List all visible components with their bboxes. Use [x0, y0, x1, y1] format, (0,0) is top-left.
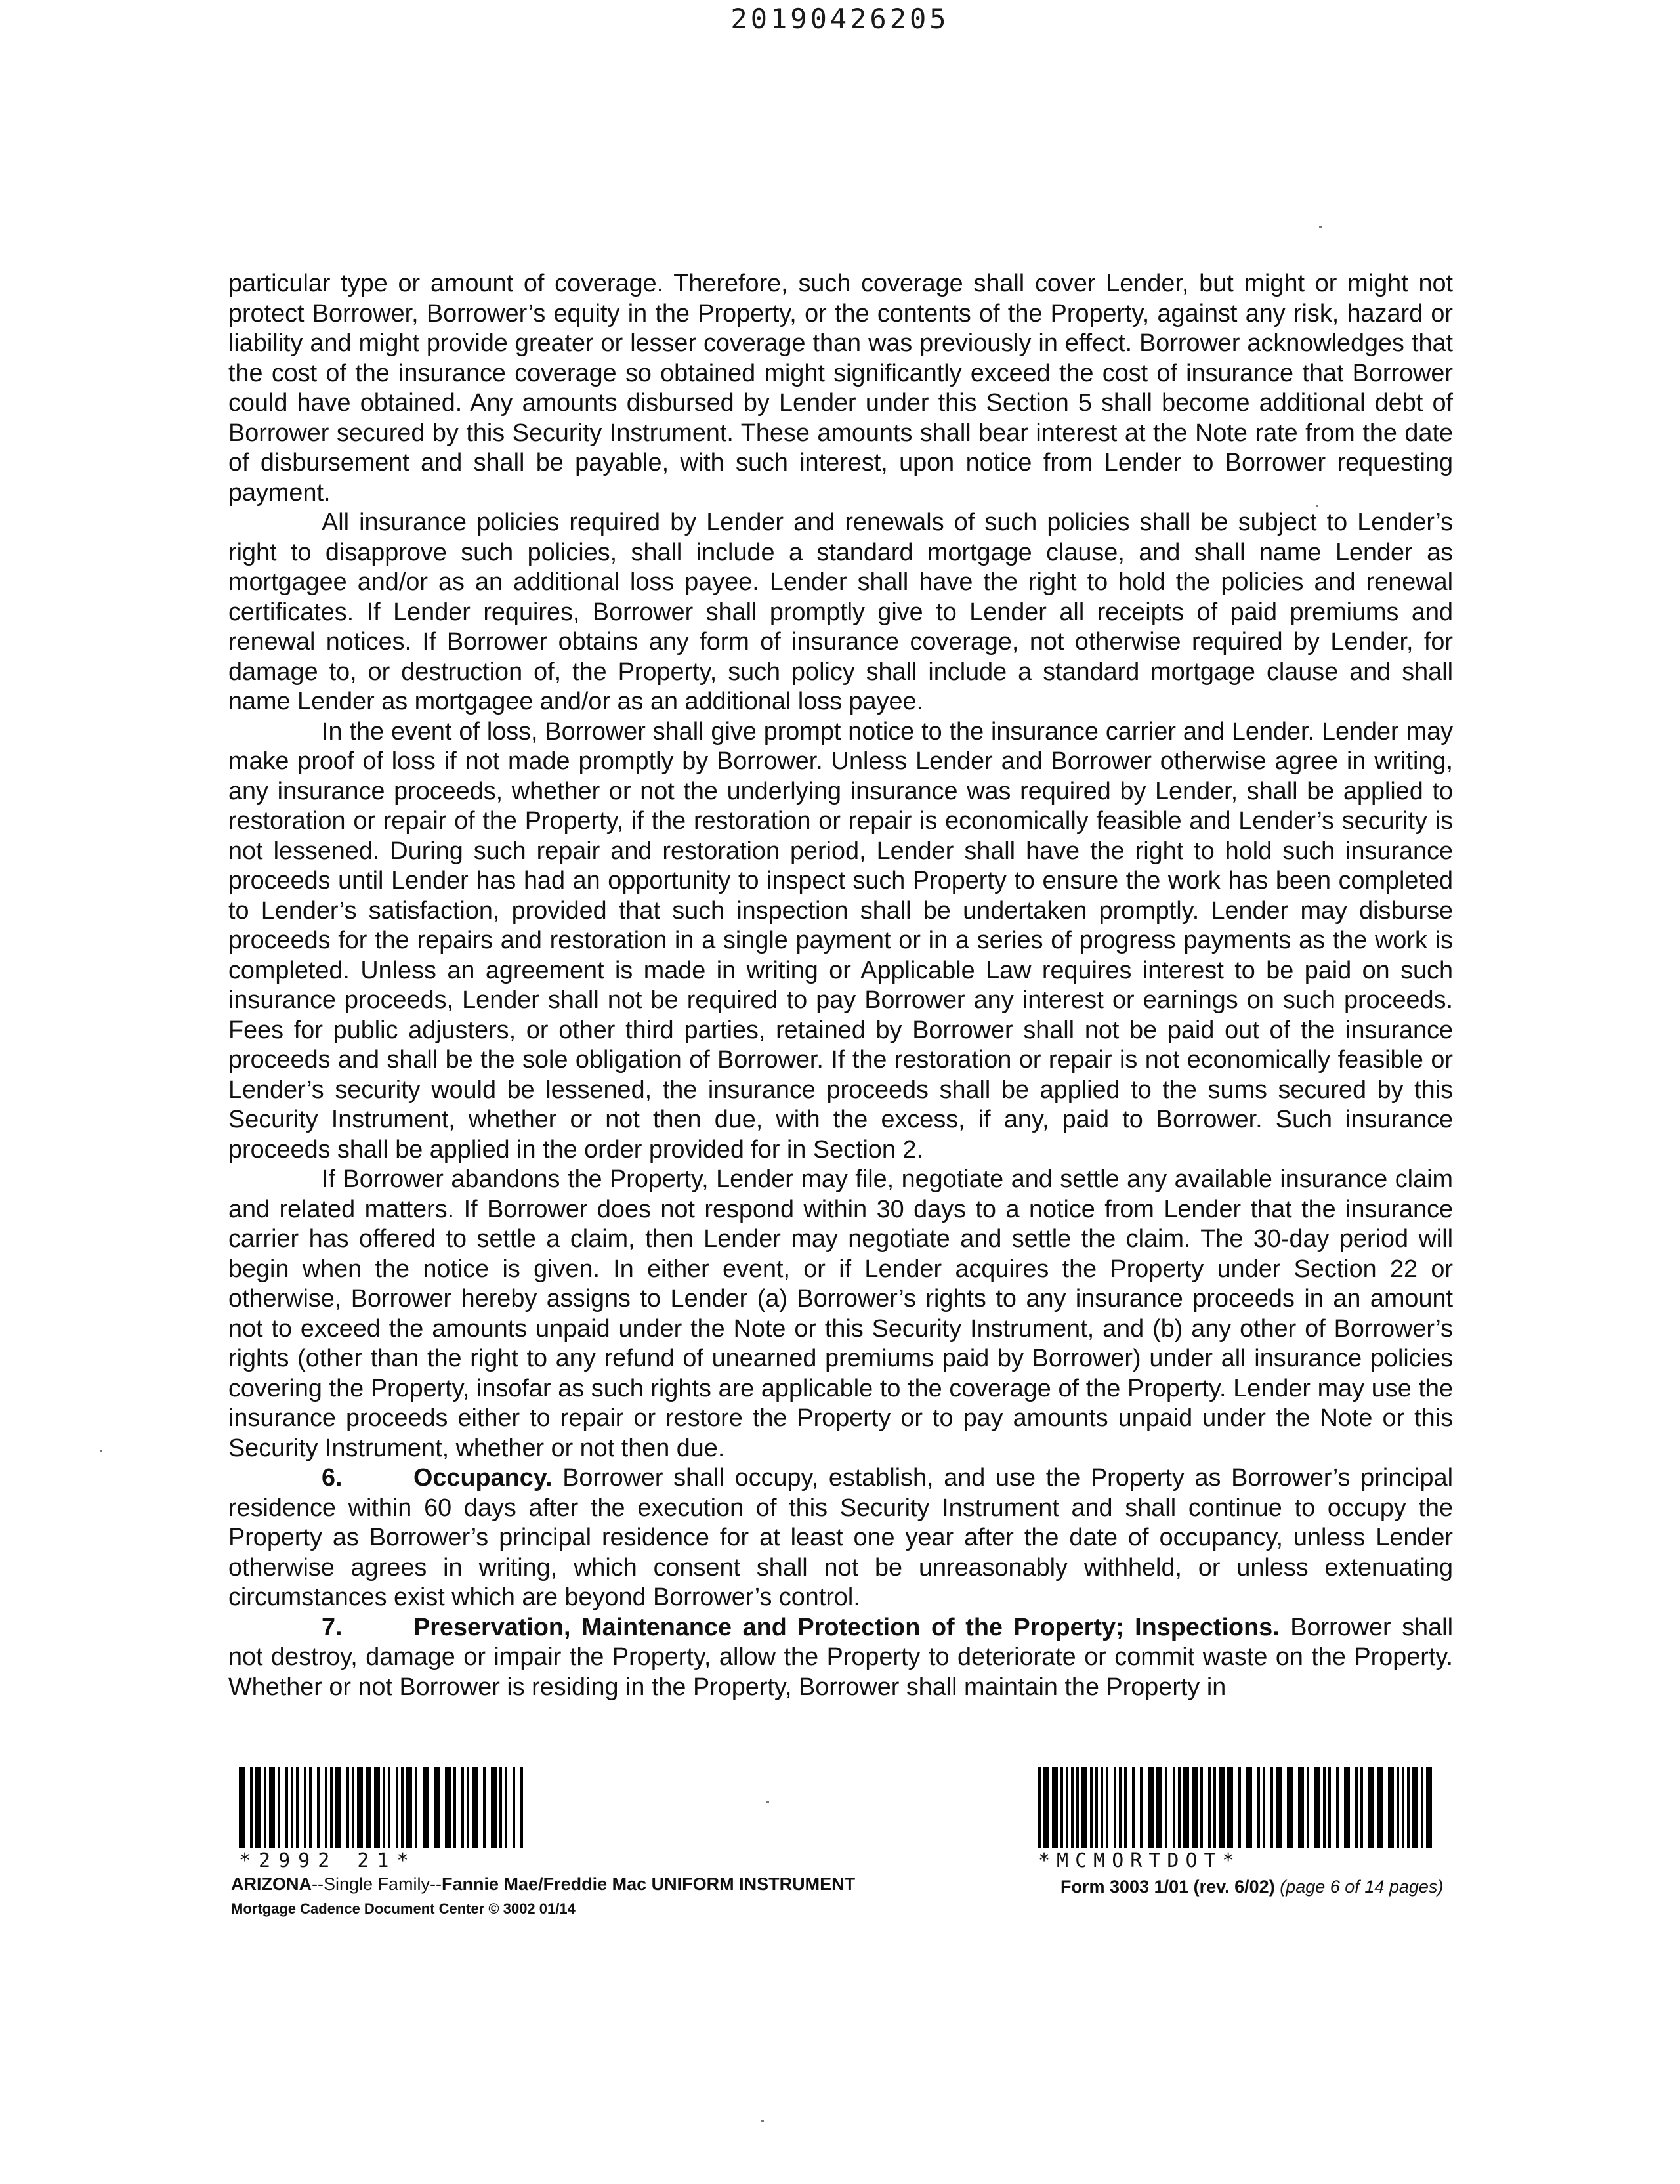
barcode-bar	[1344, 1767, 1350, 1848]
barcode-gap	[1339, 1767, 1344, 1848]
barcode-bar	[1314, 1767, 1320, 1848]
section-6-title: Occupancy.	[413, 1464, 553, 1492]
barcode-bar	[1052, 1767, 1058, 1848]
barcode-gap	[1293, 1767, 1298, 1848]
barcode-bar	[1192, 1767, 1198, 1848]
barcode-bar	[366, 1767, 371, 1848]
barcode-bar	[472, 1767, 478, 1848]
barcode-bar	[423, 1767, 429, 1848]
barcode-gap	[280, 1767, 285, 1848]
barcode-bar	[434, 1767, 440, 1848]
barcode-gap	[456, 1767, 461, 1848]
document-body	[228, 269, 1453, 1702]
document-center-line: Mortgage Cadence Document Center © 3002 01/14	[231, 1900, 576, 1917]
paragraph-abandonment: If Borrower abandons the Property, Lender may file, negotiate and settle any available insurance claim and related matters. If Borrower does not respond within 30 days to a notice from Lender that the insurance carrier has offered to settle a claim, then Lender may negotiate and settle the claim. The 30-day period will begin when the notice is given. In either event, or if Lender acquires the Property under Section 22 or otherwise, Borrower hereby assigns to Lender (a) Borrower’s rights to any insurance proceeds in an amount not to exceed the amounts unpaid under the Note or this Security Instrument, and (b) any other of Borrower’s rights (other than the right to any refund of unearned premiums paid by Borrower) under all insurance policies covering the Property, insofar as such rights are applicable to the coverage of the Property. Lender may use the insurance proceeds either to repair or restore the Property or to pay amounts unpaid under the Note or this Security Instrument, whether or not then due.	[228, 1166, 1453, 1462]
barcode-bar	[1043, 1767, 1049, 1848]
barcode-gap	[1252, 1767, 1257, 1848]
barcode-right	[1038, 1767, 1432, 1848]
barcode-gap	[1135, 1767, 1140, 1848]
barcode-bar	[374, 1767, 380, 1848]
barcode-bar	[269, 1767, 275, 1848]
barcode-left	[239, 1767, 528, 1848]
scan-speck	[761, 2120, 764, 2122]
barcode-gap	[341, 1767, 346, 1848]
barcode-gap	[486, 1767, 491, 1848]
barcode-gap	[478, 1767, 483, 1848]
barcode-gap	[299, 1767, 304, 1848]
barcode-bar	[1082, 1767, 1087, 1848]
barcode-bar	[1156, 1767, 1162, 1848]
barcode-gap	[245, 1767, 250, 1848]
barcode-gap	[1203, 1767, 1208, 1848]
barcode-bar	[1377, 1767, 1383, 1848]
section-7-preservation	[228, 1613, 1453, 1703]
scan-speck	[100, 1450, 102, 1452]
section-6-number: 6.	[322, 1464, 343, 1492]
barcode-gap	[1383, 1767, 1388, 1848]
barcode-gap	[390, 1767, 396, 1848]
barcode-bar	[357, 1767, 363, 1848]
barcode-bar	[255, 1767, 261, 1848]
barcode-bar	[491, 1767, 497, 1848]
barcode-gap	[523, 1767, 526, 1848]
barcode-bar	[1388, 1767, 1394, 1848]
barcode-gap	[1143, 1767, 1148, 1848]
barcode-bar	[1298, 1767, 1304, 1848]
instrument-state: ARIZONA	[231, 1874, 312, 1894]
barcode-bar	[406, 1767, 412, 1848]
barcode-bar	[1412, 1767, 1418, 1848]
section-7-text: Borrower shall not destroy, damage or impair the Property, allow the Property to deteriorate or commit waste on the Property. Whether or not Borrower is residing in the Property, Borrower shall maintain the Property in	[228, 1613, 1453, 1701]
barcode-bar	[1219, 1767, 1225, 1848]
barcode-gap	[320, 1767, 325, 1848]
instrument-title: Fannie Mae/Freddie Mac UNIFORM INSTRUMENT	[442, 1874, 856, 1894]
barcode-gap	[1282, 1767, 1287, 1848]
barcode-gap	[417, 1767, 423, 1848]
barcode-bar	[1246, 1767, 1252, 1848]
barcode-gap	[507, 1767, 513, 1848]
scan-speck	[1319, 226, 1322, 228]
barcode-bar	[445, 1767, 451, 1848]
barcode-left-text: *2992 21*	[239, 1849, 417, 1872]
form-id-line	[1060, 1877, 1443, 1897]
barcode-gap	[1265, 1767, 1270, 1848]
section-7-number: 7.	[322, 1613, 343, 1641]
barcode-bar	[1287, 1767, 1293, 1848]
barcode-gap	[1309, 1767, 1314, 1848]
form-id: Form 3003 1/01 (rev. 6/02)	[1060, 1877, 1275, 1897]
barcode-gap	[1108, 1767, 1114, 1848]
paragraph-insurance-policies: All insurance policies required by Lender and renewals of such policies shall be subject to Lender’s right to disapprove such policies, shall include a standard mortgage clause, and shall name Lender as mortgagee and/or as an additional loss payee. Lender shall have the right to hold the policies and renewal certificates. If Lender requires, Borrower shall promptly give to Lender all receipts of paid premiums and renewal notices. If Borrower obtains any form of insurance coverage, not otherwise required by Lender, for damage to, or destruction of, the Property, such policy shall include a standard mortgage clause and shall name Lender as mortgagee and/or as an additional loss payee.	[228, 509, 1453, 715]
barcode-bar	[335, 1767, 341, 1848]
barcode-gap	[1127, 1767, 1132, 1848]
barcode-bar	[1426, 1767, 1432, 1848]
barcode-gap	[1167, 1767, 1173, 1848]
barcode-gap	[1233, 1767, 1238, 1848]
barcode-gap	[1331, 1767, 1336, 1848]
barcode-gap	[312, 1767, 317, 1848]
instrument-desc: --Single Family--	[312, 1874, 442, 1894]
scan-speck	[1316, 505, 1318, 507]
barcode-right-text: *MCMORTDOT*	[1038, 1849, 1241, 1872]
barcode-bar	[1227, 1767, 1233, 1848]
paragraph-event-of-loss: In the event of loss, Borrower shall give prompt notice to the insurance carrier and Lender. Lender may make proof of loss if not made promptly by Borrower. Unless Lender and Borrower otherwise agree in writing, any insurance proceeds, whether or not the underlying insurance was required by Lender, shall be applied to restoration or repair of the Property, if the restoration or repair is economically feasible and Lender’s security is not lessened. During such repair and restoration period, Lender shall have the right to hold such insurance proceeds until Lender has had an opportunity to inspect such Property to ensure the work has been completed to Lender’s satisfaction, provided that such inspection shall be undertaken promptly. Lender may disburse proceeds for the repairs and restoration in a single payment or in a series of progress payments as the work is completed. Unless an agreement is made in writing or Applicable Law requires interest to be paid on such insurance proceeds, Lender shall not be required to pay Borrower any interest or earnings on such proceeds. Fees for public adjusters, or other third parties, retained by Borrower shall not be paid out of the insurance proceeds and shall be the sole obligation of Borrower. If the restoration or repair is not economically feasible or Lender’s security would be lessened, the insurance proceeds shall be applied to the sums secured by this Security Instrument, whether or not then due, with the excess, if any, paid to Borrower. Such insurance proceeds shall be applied in the order provided for in Section 2.	[228, 717, 1453, 1164]
barcode-bar	[1276, 1767, 1282, 1848]
barcode-bar	[1368, 1767, 1374, 1848]
paragraph-insurance-coverage: particular type or amount of coverage. Therefore, such coverage shall cover Lender, but might or might not protect Borrower, Borrower’s equity in the Property, or the contents of the Property, against any risk, hazard or liability and might provide greater or lesser coverage than was previously in effect. Borrower acknowledges that the cost of the insurance coverage so obtained might significantly exceed the cost of insurance that Borrower could have obtained. Any amounts disbursed by Lender under this Section 5 shall become additional debt of Borrower secured by this Security Instrument. These amounts shall bear interest at the Note rate from the date of disbursement and shall be payable, with such interest, upon notice from Lender to Borrower requesting payment.	[228, 270, 1453, 507]
barcode-gap	[1363, 1767, 1368, 1848]
barcode-gap	[440, 1767, 445, 1848]
barcode-bar	[1183, 1767, 1189, 1848]
barcode-gap	[429, 1767, 434, 1848]
barcode-bar	[1148, 1767, 1154, 1848]
barcode-gap	[515, 1767, 520, 1848]
section-6-text: Borrower shall occupy, establish, and use the Property as Borrower’s principal residence within 60 days after the execution of this Security Instrument and shall continue to occupy the Property as Borrower’s principal residence for at least one year after the date of occupancy, unless Lender otherwise agrees in writing, which consent shall not be unreasonably withheld, or unless extenuating circumstances exist which are beyond Borrower’s control.	[228, 1464, 1453, 1611]
barcode-gap	[1241, 1767, 1246, 1848]
section-7-title: Preservation, Maintenance and Protection of the Property; Inspections.	[413, 1613, 1280, 1641]
page-info: (page 6 of 14 pages)	[1280, 1877, 1444, 1897]
instrument-line	[231, 1874, 855, 1895]
scan-speck	[766, 1801, 769, 1803]
recording-number: 20190426205	[730, 3, 950, 35]
section-6-occupancy	[228, 1463, 1453, 1613]
barcode-bar	[239, 1767, 245, 1848]
barcode-gap	[1350, 1767, 1355, 1848]
